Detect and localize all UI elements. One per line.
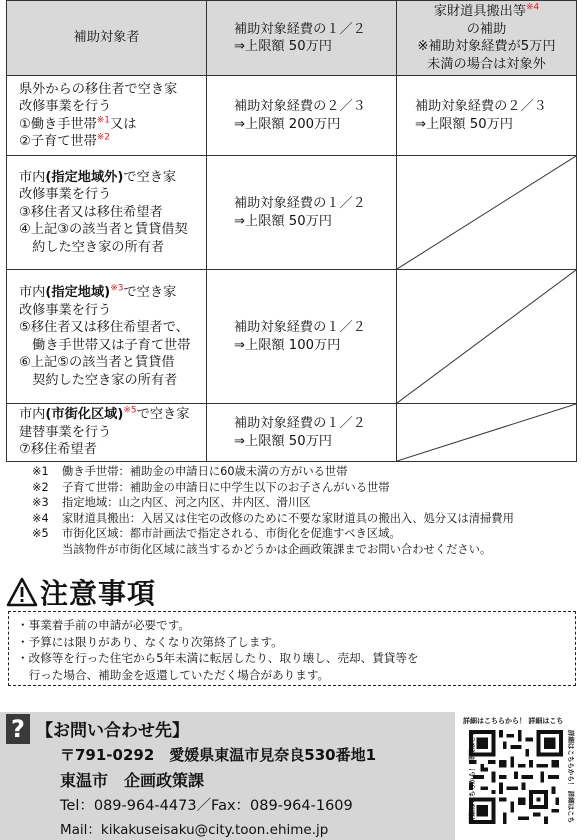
header-household-line: ※補助対象経費が5万円: [417, 39, 556, 54]
header-target: 補助対象者: [7, 1, 207, 76]
caution-box: [8, 611, 576, 686]
footnotes: [32, 464, 514, 558]
caution-line: ・事業着手前の申請が必要です。: [17, 618, 190, 632]
qr-side-caption: 詳細はこちらから！ 詳細はこち: [567, 729, 576, 824]
subsidy-cell: 補助対象経費の１／２ ⇒上限額 100万円: [207, 270, 397, 404]
footnote: ※3 指定地域：山之内区、河之内区、井内区、滑川区: [32, 496, 311, 510]
warning-icon: [6, 577, 38, 607]
caution-heading: [6, 574, 156, 610]
caution-line: 行った場合、補助金を返還していただく場合があります。: [17, 667, 330, 682]
qr-caption: 詳細はこちらから！ 詳細はこち: [463, 717, 564, 725]
table-row: [7, 404, 577, 462]
contact-phone-fax: Tel：089-964-4473／Fax：089-964-1609: [60, 798, 353, 814]
qr-block: [455, 712, 582, 840]
header-household-line: の補助: [466, 21, 507, 37]
not-applicable-cell: [397, 270, 577, 404]
footnote: ※1 働き手世帯：補助金の申請日に60歳未満の方がいる世帯: [32, 465, 348, 478]
contact-title: 【お問い合わせ先】: [36, 721, 189, 741]
contact-email[interactable]: Mail：kikakuseisaku@city.toon.ehime.jp: [60, 822, 329, 838]
target-cell: 市内(指定地域)$^{※3}$で空き家 改修事業を行う ⑤移住者又は移住希望者で、 働き手世帯又は子育て世帯 ⑥上記⑤の該当者と賃貸借 契約した空き家の所有者: [7, 270, 207, 404]
footnote: ※4 家財道具搬出：入居又は住宅の改修のために不要な家財道具の搬出入、処分又は清掃費用: [32, 511, 514, 525]
not-applicable-cell: [397, 156, 577, 270]
contact-department: 東温市 企画政策課: [60, 771, 205, 790]
header-subsidy-line: ⇒上限額 50万円: [234, 39, 332, 54]
diagonal-line: [397, 270, 576, 403]
diagonal-line: [397, 404, 576, 461]
header-household-line: 家財道具搬出等$^{※4}$: [433, 2, 540, 19]
caution-line: ・予算には限りがあり、なくなり次第終了します。: [17, 634, 283, 649]
contact-section: [0, 712, 582, 840]
footnote: ※2 子育て世帯：補助金の申請日に中学生以下のお子さんがいる世帯: [32, 480, 390, 494]
contact-address: 〒791-0292 愛媛県東温市見奈良530番地1: [60, 746, 377, 764]
qr-code-icon[interactable]: [469, 730, 563, 824]
subsidy-table: [6, 0, 577, 462]
question-icon: ?: [6, 714, 30, 744]
table-header-row: [7, 1, 577, 76]
household-cell: 補助対象経費の２／３ ⇒上限額 50万円: [397, 76, 577, 156]
table-row: [7, 76, 577, 156]
target-cell: 県外からの移住者で空き家 改修事業を行う ①働き手世帯$^{※1}$又は ②子育て世帯$^{※2}$: [7, 76, 207, 156]
caution-line: ・改修等を行った住宅から5年未満に転居したり、取り壊し、売却、賃貸等を: [17, 651, 419, 665]
target-cell: 市内(市街化区域)$^{※5}$で空き家 建替事業を行う ⑦移住希望者: [7, 404, 207, 462]
target-cell: 市内(指定地域外)で空き家 改修事業を行う ③移住者又は移住希望者 ④上記③の該当者と賃貸借契 約した空き家の所有者: [7, 156, 207, 270]
qr-side-caption: 詳細はこちらから！ 詳細はこち: [468, 729, 477, 824]
header-household: [397, 1, 577, 76]
table-row: [7, 156, 577, 270]
subsidy-cell: 補助対象経費の１／２ ⇒上限額 50万円: [207, 156, 397, 270]
not-applicable-cell: [397, 404, 577, 462]
table-row: [7, 270, 577, 404]
header-subsidy: [207, 1, 397, 76]
header-household-line: 未満の場合は対象外: [427, 56, 546, 72]
caution-title: 注意事項: [40, 577, 157, 610]
subsidy-cell: 補助対象経費の２／３ ⇒上限額 200万円: [207, 76, 397, 156]
footnote: ※5 市街化区域：都市計画法で指定される、市街化を促進すべき区域。: [32, 527, 401, 541]
footnote: 当該物件が市街化区域に該当するかどうかは企画政策課までお問い合わせください。: [62, 542, 492, 556]
diagonal-line: [397, 156, 576, 269]
subsidy-cell: 補助対象経費の１／２ ⇒上限額 50万円: [207, 404, 397, 462]
header-subsidy-line: 補助対象経費の１／２: [234, 21, 366, 37]
